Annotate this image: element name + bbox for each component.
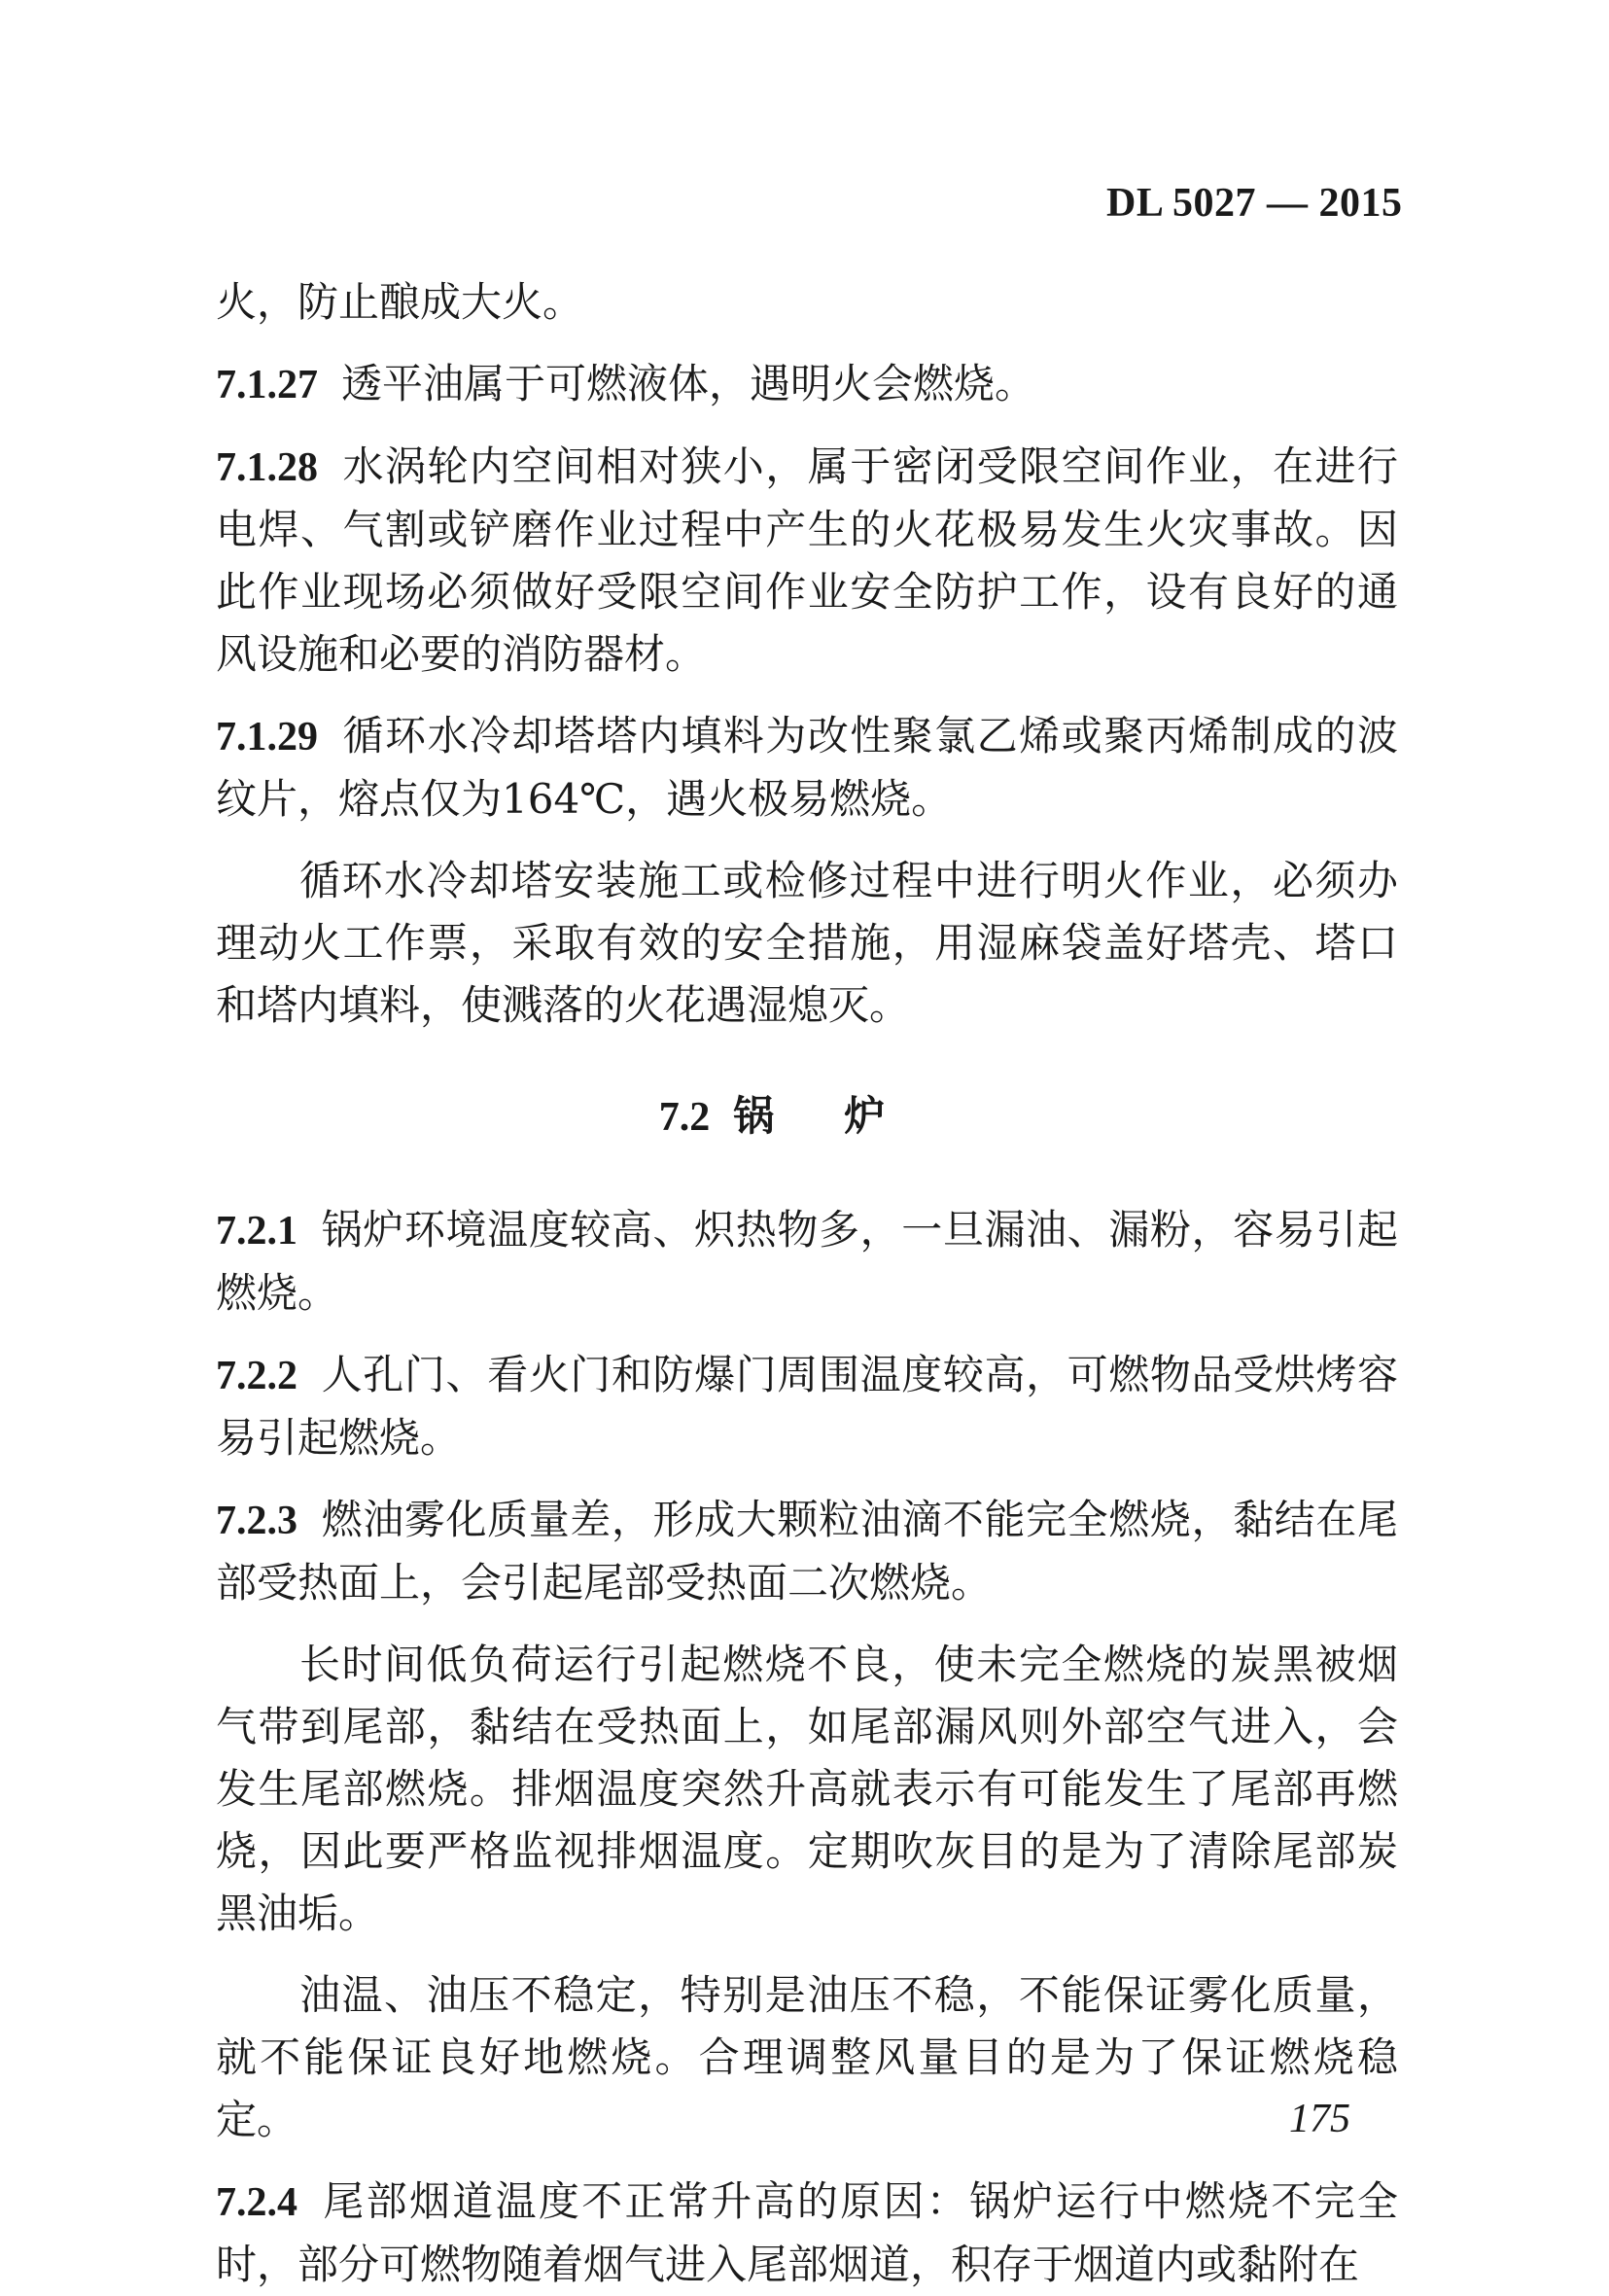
clause-number: 7.1.27 [216, 363, 318, 407]
page-number: 175 [1289, 2097, 1350, 2141]
standard-code-header: DL 5027 — 2015 [1106, 181, 1403, 226]
paragraph-text: 油温、油压不稳定，特别是油压不稳，不能保证雾化质量，就不能保证良好地燃烧。合理调整风量目的是为了保证燃烧稳定。 [216, 1971, 1398, 2143]
paragraph-cooling-tower [216, 850, 1398, 1037]
clause-7-1-27 [216, 353, 1398, 416]
section-number: 7.2 [658, 1095, 711, 1140]
clause-number: 7.2.1 [216, 1209, 297, 1254]
clause-7-2-1 [216, 1199, 1398, 1325]
section-heading [216, 1085, 1398, 1148]
paragraph-continuation [216, 271, 1398, 334]
clause-text: 锅炉环境温度较高、炽热物多，一旦漏油、漏粉，容易引起燃烧。 [216, 1206, 1398, 1317]
clause-7-2-4 [216, 2171, 1398, 2296]
clause-text: 尾部烟道温度不正常升高的原因：锅炉运行中燃烧不完全时，部分可燃物随着烟气进入尾部烟道，积存于烟道内或黏附在 [216, 2177, 1398, 2288]
clause-number: 7.2.4 [216, 2180, 297, 2225]
page-body [216, 271, 1398, 2296]
clause-number: 7.2.2 [216, 1354, 297, 1398]
clause-text: 燃油雾化质量差，形成大颗粒油滴不能完全燃烧，黏结在尾部受热面上，会引起尾部受热面二次燃烧。 [216, 1496, 1398, 1607]
clause-7-2-3 [216, 1489, 1398, 1614]
clause-text: 循环水冷却塔塔内填料为改性聚氯乙烯或聚丙烯制成的波纹片，熔点仅为164℃，遇火极易燃烧。 [216, 712, 1398, 823]
paragraph-text: 火，防止酿成大火。 [216, 278, 584, 326]
paragraph-low-load [216, 1634, 1398, 1945]
clause-7-2-2 [216, 1344, 1398, 1469]
section-title: 锅炉 [733, 1092, 956, 1140]
clause-number: 7.1.28 [216, 445, 318, 490]
clause-number: 7.2.3 [216, 1499, 297, 1543]
clause-number: 7.1.29 [216, 715, 318, 759]
clause-7-1-29 [216, 705, 1398, 830]
paragraph-text: 循环水冷却塔安装施工或检修过程中进行明火作业，必须办理动火工作票，采取有效的安全措施，用湿麻袋盖好塔壳、塔口和塔内填料，使溅落的火花遇湿熄灭。 [216, 857, 1398, 1029]
clause-7-1-28 [216, 436, 1398, 686]
clause-text: 透平油属于可燃液体，遇明火会燃烧。 [341, 360, 1036, 407]
clause-text: 人孔门、看火门和防爆门周围温度较高，可燃物品受烘烤容易引起燃烧。 [216, 1351, 1398, 1462]
clause-text: 水涡轮内空间相对狭小，属于密闭受限空间作业，在进行电焊、气割或铲磨作业过程中产生的火花极易发生火灾事故。因此作业现场必须做好受限空间作业安全防护工作，设有良好的通风设施和必要的消防器材。 [216, 442, 1398, 678]
paragraph-text: 长时间低负荷运行引起燃烧不良，使未完全燃烧的炭黑被烟气带到尾部，黏结在受热面上，如尾部漏风则外部空气进入，会发生尾部燃烧。排烟温度突然升高就表示有可能发生了尾部再燃烧，因此要严格监视排烟温度。定期吹灰目的是为了清除尾部炭黑油垢。 [216, 1641, 1398, 1937]
paragraph-oil-pressure [216, 1964, 1398, 2151]
